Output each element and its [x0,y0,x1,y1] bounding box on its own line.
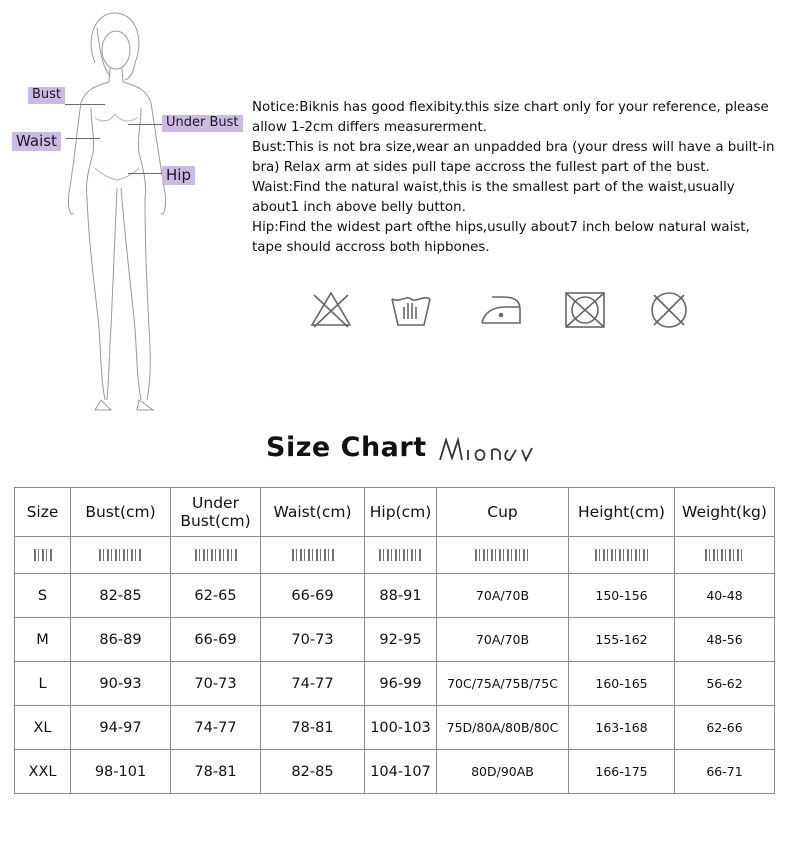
header-bust: Bust(cm) [71,488,171,537]
header-under-bust: Under Bust(cm) [171,488,261,537]
measurement-notice [252,98,782,258]
low-iron-icon [476,285,526,335]
illegible-text [195,549,237,561]
illegible-text [379,549,423,561]
cell-height: 160-165 [569,662,675,706]
header-size: Size [15,488,71,537]
cell-height: 155-162 [569,618,675,662]
bust-instruction: Bust:This is not bra size,wear an unpadded bra (your dress will have a built-in bra) Relax arm at sides pull tape accross the fullest part of the bust. [252,140,775,175]
cell-size: XL [15,706,71,750]
cell-weight: 48-56 [675,618,775,662]
cell-cup: 75D/80A/80B/80C [437,706,569,750]
illegible-text [292,549,334,561]
cell-waist: 70-73 [261,618,365,662]
cell-height: 166-175 [569,750,675,794]
cell-size: L [15,662,71,706]
cell-size: M [15,618,71,662]
cell-waist: 82-85 [261,750,365,794]
cell-height: 150-156 [569,574,675,618]
cell-hip: 92-95 [365,618,437,662]
cell-under-bust: 62-65 [171,574,261,618]
cell-cup: 80D/90AB [437,750,569,794]
do-not-tumble-dry-icon [560,285,610,335]
hip-pointer-line [128,173,162,174]
header-hip: Hip(cm) [365,488,437,537]
under-bust-label: Under Bust [162,115,243,132]
cell-weight: 40-48 [675,574,775,618]
table-row [15,618,775,662]
cell-under-bust: 70-73 [171,662,261,706]
cell-weight: 56-62 [675,662,775,706]
cell-bust: 82-85 [71,574,171,618]
size-chart-title: Size Chart [266,432,427,463]
hip-instruction: Hip:Find the widest part ofthe hips,usully about7 inch below natural waist, tape should accross both hipbones. [252,220,750,255]
cell-bust: 90-93 [71,662,171,706]
cell-hip: 104-107 [365,750,437,794]
cell-cup: 70C/75A/75B/75C [437,662,569,706]
table-header-row [15,488,775,537]
header-height: Height(cm) [569,488,675,537]
bust-pointer-line [65,104,105,105]
cell-cup: 70A/70B [437,574,569,618]
waist-instruction: Waist:Find the natural waist,this is the smallest part of the waist,usually about1 inch above belly button. [252,180,735,215]
body-figure-illustration [55,8,195,418]
waist-label: Waist [12,132,61,151]
cell-hip: 100-103 [365,706,437,750]
cell-height: 163-168 [569,706,675,750]
table-row [15,574,775,618]
cell-hip: 88-91 [365,574,437,618]
under-bust-pointer-line [128,124,162,125]
header-waist: Waist(cm) [261,488,365,537]
notice-paragraph: Notice:Biknis has good flexibity.this size chart only for your reference, please allow 1-2cm differs measurerment. [252,100,769,135]
cell-size: S [15,574,71,618]
illegible-text [475,549,531,561]
waist-pointer-line [66,138,100,139]
cell-cup: 70A/70B [437,618,569,662]
header-cup: Cup [437,488,569,537]
cell-bust: 98-101 [71,750,171,794]
cell-hip: 96-99 [365,662,437,706]
cell-waist: 74-77 [261,662,365,706]
illegible-text [99,549,143,561]
cell-bust: 86-89 [71,618,171,662]
cell-waist: 66-69 [261,574,365,618]
cell-weight: 62-66 [675,706,775,750]
hip-label: Hip [162,166,195,185]
hand-wash-icon [386,285,436,335]
header-weight: Weight(kg) [675,488,775,537]
do-not-dry-clean-icon [644,285,694,335]
table-row [15,750,775,794]
illegible-text [595,549,649,561]
do-not-bleach-icon [306,285,356,335]
illegible-row [15,537,775,574]
size-chart-table [14,487,775,794]
cell-under-bust: 66-69 [171,618,261,662]
cell-weight: 66-71 [675,750,775,794]
cell-size: XXL [15,750,71,794]
illegible-text [34,549,52,561]
table-row [15,662,775,706]
cell-waist: 78-81 [261,706,365,750]
illegible-text [705,549,745,561]
cell-bust: 94-97 [71,706,171,750]
body-figure-drawing [55,8,195,418]
table-row [15,706,775,750]
brand-logo [436,434,536,468]
bust-label: Bust [28,87,65,104]
cell-under-bust: 74-77 [171,706,261,750]
cell-under-bust: 78-81 [171,750,261,794]
